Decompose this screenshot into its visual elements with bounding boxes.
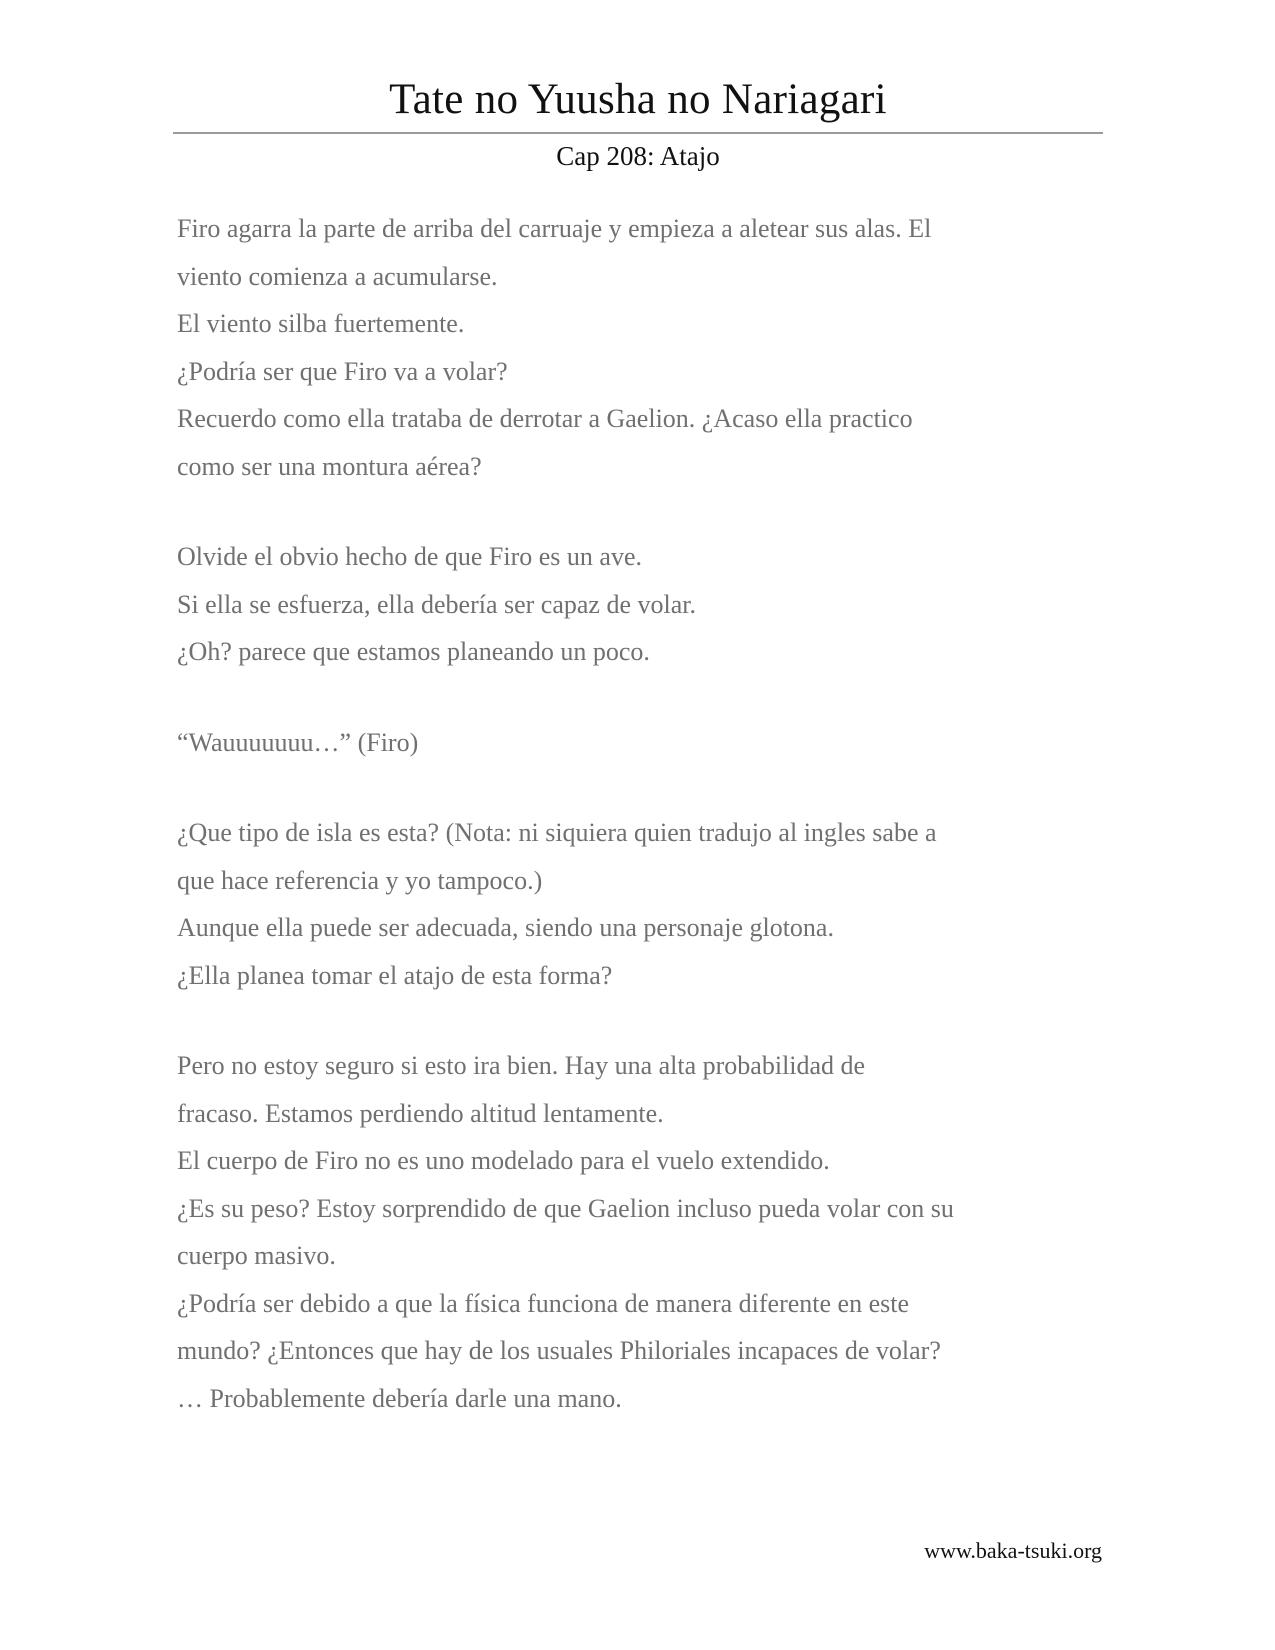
document-title: Tate no Yuusha no Nariagari bbox=[389, 76, 887, 123]
text-line: “Wauuuuuuu…” (Firo) bbox=[177, 727, 419, 757]
text-line: Aunque ella puede ser adecuada, siendo una personaje glotona. bbox=[177, 913, 834, 942]
paragraph bbox=[177, 809, 1107, 999]
text-line: … Probablemente debería darle una mano. bbox=[177, 1383, 622, 1413]
chapter-body bbox=[177, 205, 1107, 1422]
text-line: ¿Podría ser debido a que la física funciona de manera diferente en este bbox=[177, 1288, 909, 1318]
text-line: mundo? ¿Entonces que hay de los usuales Philoriales incapaces de volar? bbox=[177, 1336, 941, 1365]
paragraph bbox=[177, 205, 1107, 490]
text-line: que hace referencia y yo tampoco.) bbox=[177, 865, 543, 895]
text-line: Firo agarra la parte de arriba del carruaje y empieza a aletear sus alas. El bbox=[177, 214, 932, 243]
text-line: viento comienza a acumularse. bbox=[177, 261, 498, 291]
paragraph bbox=[177, 719, 1107, 767]
text-line: fracaso. Estamos perdiendo altitud lentamente. bbox=[177, 1098, 664, 1128]
text-line: Olvide el obvio hecho de que Firo es un ave. bbox=[177, 542, 642, 571]
text-line: ¿Ella planea tomar el atajo de esta forma? bbox=[177, 960, 613, 990]
text-line: ¿Podría ser que Firo va a volar? bbox=[177, 356, 508, 386]
text-line: El cuerpo de Firo no es uno modelado para el vuelo extendido. bbox=[177, 1146, 830, 1175]
text-line: como ser una montura aérea? bbox=[177, 451, 482, 481]
text-line: cuerpo masivo. bbox=[177, 1241, 336, 1270]
text-line: Pero no estoy seguro si esto ira bien. Hay una alta probabilidad de bbox=[177, 1051, 866, 1080]
text-line: ¿Oh? parece que estamos planeando un poco. bbox=[177, 637, 650, 666]
chapter-subtitle: Cap 208: Atajo bbox=[556, 141, 720, 171]
paragraph bbox=[177, 1042, 1107, 1422]
text-line: ¿Es su peso? Estoy sorprendido de que Gaelion incluso pueda volar con su bbox=[177, 1193, 954, 1223]
text-line: Recuerdo como ella trataba de derrotar a Gaelion. ¿Acaso ella practico bbox=[177, 404, 913, 433]
text-line: El viento silba fuertemente. bbox=[177, 309, 465, 338]
paragraph bbox=[177, 533, 1107, 676]
text-line: Si ella se esfuerza, ella debería ser capaz de volar. bbox=[177, 589, 696, 619]
text-line: ¿Que tipo de isla es esta? (Nota: ni siquiera quien tradujo al ingles sabe a bbox=[177, 818, 937, 847]
footer-url: www.baka-tsuki.org bbox=[924, 1538, 1102, 1563]
page-header bbox=[173, 70, 1103, 178]
